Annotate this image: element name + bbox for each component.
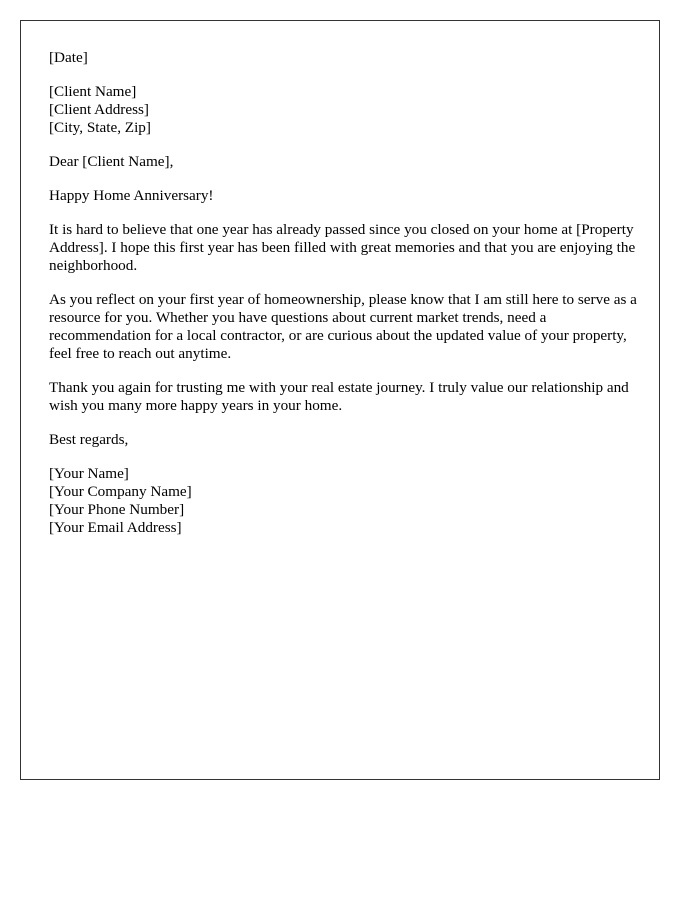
recipient-name: [Client Name] [49,83,137,100]
letter-page [20,20,660,780]
signature-block [49,465,641,537]
recipient-city-state-zip: [City, State, Zip] [49,119,151,136]
body-paragraph-3: Thank you again for trusting me with your real estate journey. I truly value our relationship and wish you many more happy years in your home. [49,379,629,414]
sender-email: [Your Email Address] [49,519,182,536]
body-paragraph-2: As you reflect on your first year of homeownership, please know that I am still here to serve as a resource for you. Whether you have questions about current market trends, need a recommendation for a local contractor, or are curious about the updated value of your property, feel free to reach out anytime. [49,291,637,362]
salutation: Dear [Client Name], [49,153,174,170]
sender-name: [Your Name] [49,465,129,482]
body-paragraph-1: It is hard to believe that one year has already passed since you closed on your home at [Property Address]. I hope this first year has been filled with great memories and that you are enjoying the neighborhood. [49,221,636,274]
recipient-address: [Client Address] [49,101,149,118]
date: [Date] [49,49,88,66]
letter-body [49,49,641,553]
greeting: Happy Home Anniversary! [49,187,214,204]
date-block [49,49,641,67]
recipient-address-block [49,83,641,137]
sender-phone: [Your Phone Number] [49,501,185,518]
sender-company: [Your Company Name] [49,483,192,500]
closing: Best regards, [49,431,129,448]
